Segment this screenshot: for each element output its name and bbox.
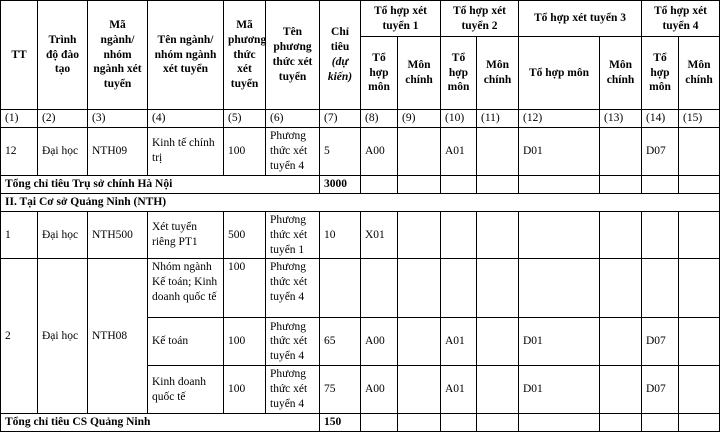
- section-row: [1, 193, 720, 211]
- row-method-name: Phương thức xét tuyển 4: [266, 127, 320, 175]
- row-combo-2: A01: [441, 318, 477, 366]
- row-combo-2: [441, 259, 477, 318]
- row-major-code: NTH500: [88, 211, 148, 259]
- row-combo-3: [519, 259, 600, 318]
- row-major-code: NTH08: [88, 259, 148, 414]
- row-combo-4: [642, 259, 679, 318]
- row-quota: 65: [320, 318, 361, 366]
- row-method-code: 100: [224, 366, 266, 414]
- row-combo-3: D01: [519, 318, 600, 366]
- total-value: 150: [320, 414, 361, 432]
- section-title: II. Tại Cơ sở Quảng Ninh (NTH): [1, 193, 720, 211]
- row-method-code: 100: [224, 318, 266, 366]
- row-method-name: Phương thức xét tuyển 1: [266, 211, 320, 259]
- col-header-combo-1: Tổ hợp xét tuyển 1: [361, 1, 441, 37]
- row-quota: 5: [320, 127, 361, 175]
- total-value: 3000: [320, 175, 361, 193]
- row-combo-3: D01: [519, 366, 600, 414]
- row-level: Đại học: [38, 259, 88, 414]
- quota-label: Chỉ tiêu: [330, 26, 350, 54]
- row-method-name: Phương thức xét tuyển 4: [266, 366, 320, 414]
- row-level: Đại học: [38, 127, 88, 175]
- row-main-2: [477, 127, 519, 175]
- row-combo-2: A01: [441, 366, 477, 414]
- row-quota: 75: [320, 366, 361, 414]
- column-number: (5): [224, 110, 266, 128]
- column-number: (4): [148, 110, 224, 128]
- col-header-combo-2: Tổ hợp xét tuyển 2: [441, 1, 519, 37]
- row-combo-1: [361, 259, 398, 318]
- row-major-name: Kế toán: [148, 318, 224, 366]
- main-subject-header: Môn chính: [477, 37, 519, 110]
- row-level: Đại học: [38, 211, 88, 259]
- column-number: (2): [38, 110, 88, 128]
- row-combo-1: A00: [361, 318, 398, 366]
- column-number: (11): [477, 110, 519, 128]
- row-main-4: [679, 127, 720, 175]
- column-number: (7): [320, 110, 361, 128]
- total-row-quang-ninh: [1, 414, 720, 432]
- column-number: (13): [600, 110, 642, 128]
- header-row-1: [1, 1, 720, 37]
- row-method-code: 100: [224, 127, 266, 175]
- combo-subject-header: Tổ hợp môn: [361, 37, 398, 110]
- row-quota: [320, 259, 361, 318]
- row-method-name: Phương thức xét tuyển 4: [266, 318, 320, 366]
- combo-subject-header: Tổ hợp môn: [642, 37, 679, 110]
- row-major-name: Xét tuyển riêng PT1: [148, 211, 224, 259]
- column-number: (10): [441, 110, 477, 128]
- main-subject-header: Môn chính: [600, 37, 642, 110]
- row-major-code: NTH09: [88, 127, 148, 175]
- column-number: (14): [642, 110, 679, 128]
- row-combo-2: A01: [441, 127, 477, 175]
- col-header-major-code: Mã ngành/ nhóm ngành xét tuyển: [88, 1, 148, 110]
- col-header-major-name: Tên ngành/ nhóm ngành xét tuyển: [148, 1, 224, 110]
- table-row: [1, 127, 720, 175]
- row-combo-1: A00: [361, 366, 398, 414]
- column-number: (1): [1, 110, 38, 128]
- col-header-method-code: Mã phương thức xét tuyển: [224, 1, 266, 110]
- table-row: [1, 259, 720, 318]
- row-quota: 10: [320, 211, 361, 259]
- col-header-tt: TT: [1, 1, 38, 110]
- col-header-method-name: Tên phương thức xét tuyển: [266, 1, 320, 110]
- row-method-code: 500: [224, 211, 266, 259]
- combo-subject-header: Tổ hợp môn: [441, 37, 477, 110]
- row-combo-3: D01: [519, 127, 600, 175]
- row-combo-1: X01: [361, 211, 398, 259]
- row-tt: 1: [1, 211, 38, 259]
- row-combo-4: D07: [642, 127, 679, 175]
- quota-note: (dự kiến): [327, 56, 353, 83]
- row-major-name: Kinh doanh quốc tế: [148, 366, 224, 414]
- row-tt: 2: [1, 259, 38, 414]
- row-main-3: [600, 127, 642, 175]
- row-combo-1: A00: [361, 127, 398, 175]
- row-major-name: Nhóm ngành Kế toán; Kinh doanh quốc tế: [148, 259, 224, 318]
- row-method-name: Phương thức xét tuyển 4: [266, 259, 320, 318]
- col-header-combo-4: Tổ hợp xét tuyển 4: [642, 1, 720, 37]
- main-subject-header: Môn chính: [398, 37, 441, 110]
- row-main-1: [398, 127, 441, 175]
- column-number: (3): [88, 110, 148, 128]
- main-subject-header: Môn chính: [679, 37, 720, 110]
- col-header-level: Trình độ đào tạo: [38, 1, 88, 110]
- total-label: Tổng chỉ tiêu CS Quảng Ninh: [1, 414, 320, 432]
- col-header-quota: [320, 1, 361, 110]
- total-row-hanoi: [1, 175, 720, 193]
- row-method-code: 100: [224, 259, 266, 318]
- table-row: [1, 211, 720, 259]
- row-combo-4: D07: [642, 318, 679, 366]
- row-tt: 12: [1, 127, 38, 175]
- row-combo-4: D07: [642, 366, 679, 414]
- column-number: (8): [361, 110, 398, 128]
- column-number: (12): [519, 110, 600, 128]
- column-number: (6): [266, 110, 320, 128]
- total-label: Tổng chỉ tiêu Trụ sở chính Hà Nội: [1, 175, 320, 193]
- combo-subject-header: Tổ hợp môn: [519, 37, 600, 110]
- row-major-name: Kinh tế chính trị: [148, 127, 224, 175]
- column-number-row: [1, 110, 720, 128]
- col-header-combo-3: Tổ hợp xét tuyển 3: [519, 1, 642, 37]
- column-number: (9): [398, 110, 441, 128]
- column-number: (15): [679, 110, 720, 128]
